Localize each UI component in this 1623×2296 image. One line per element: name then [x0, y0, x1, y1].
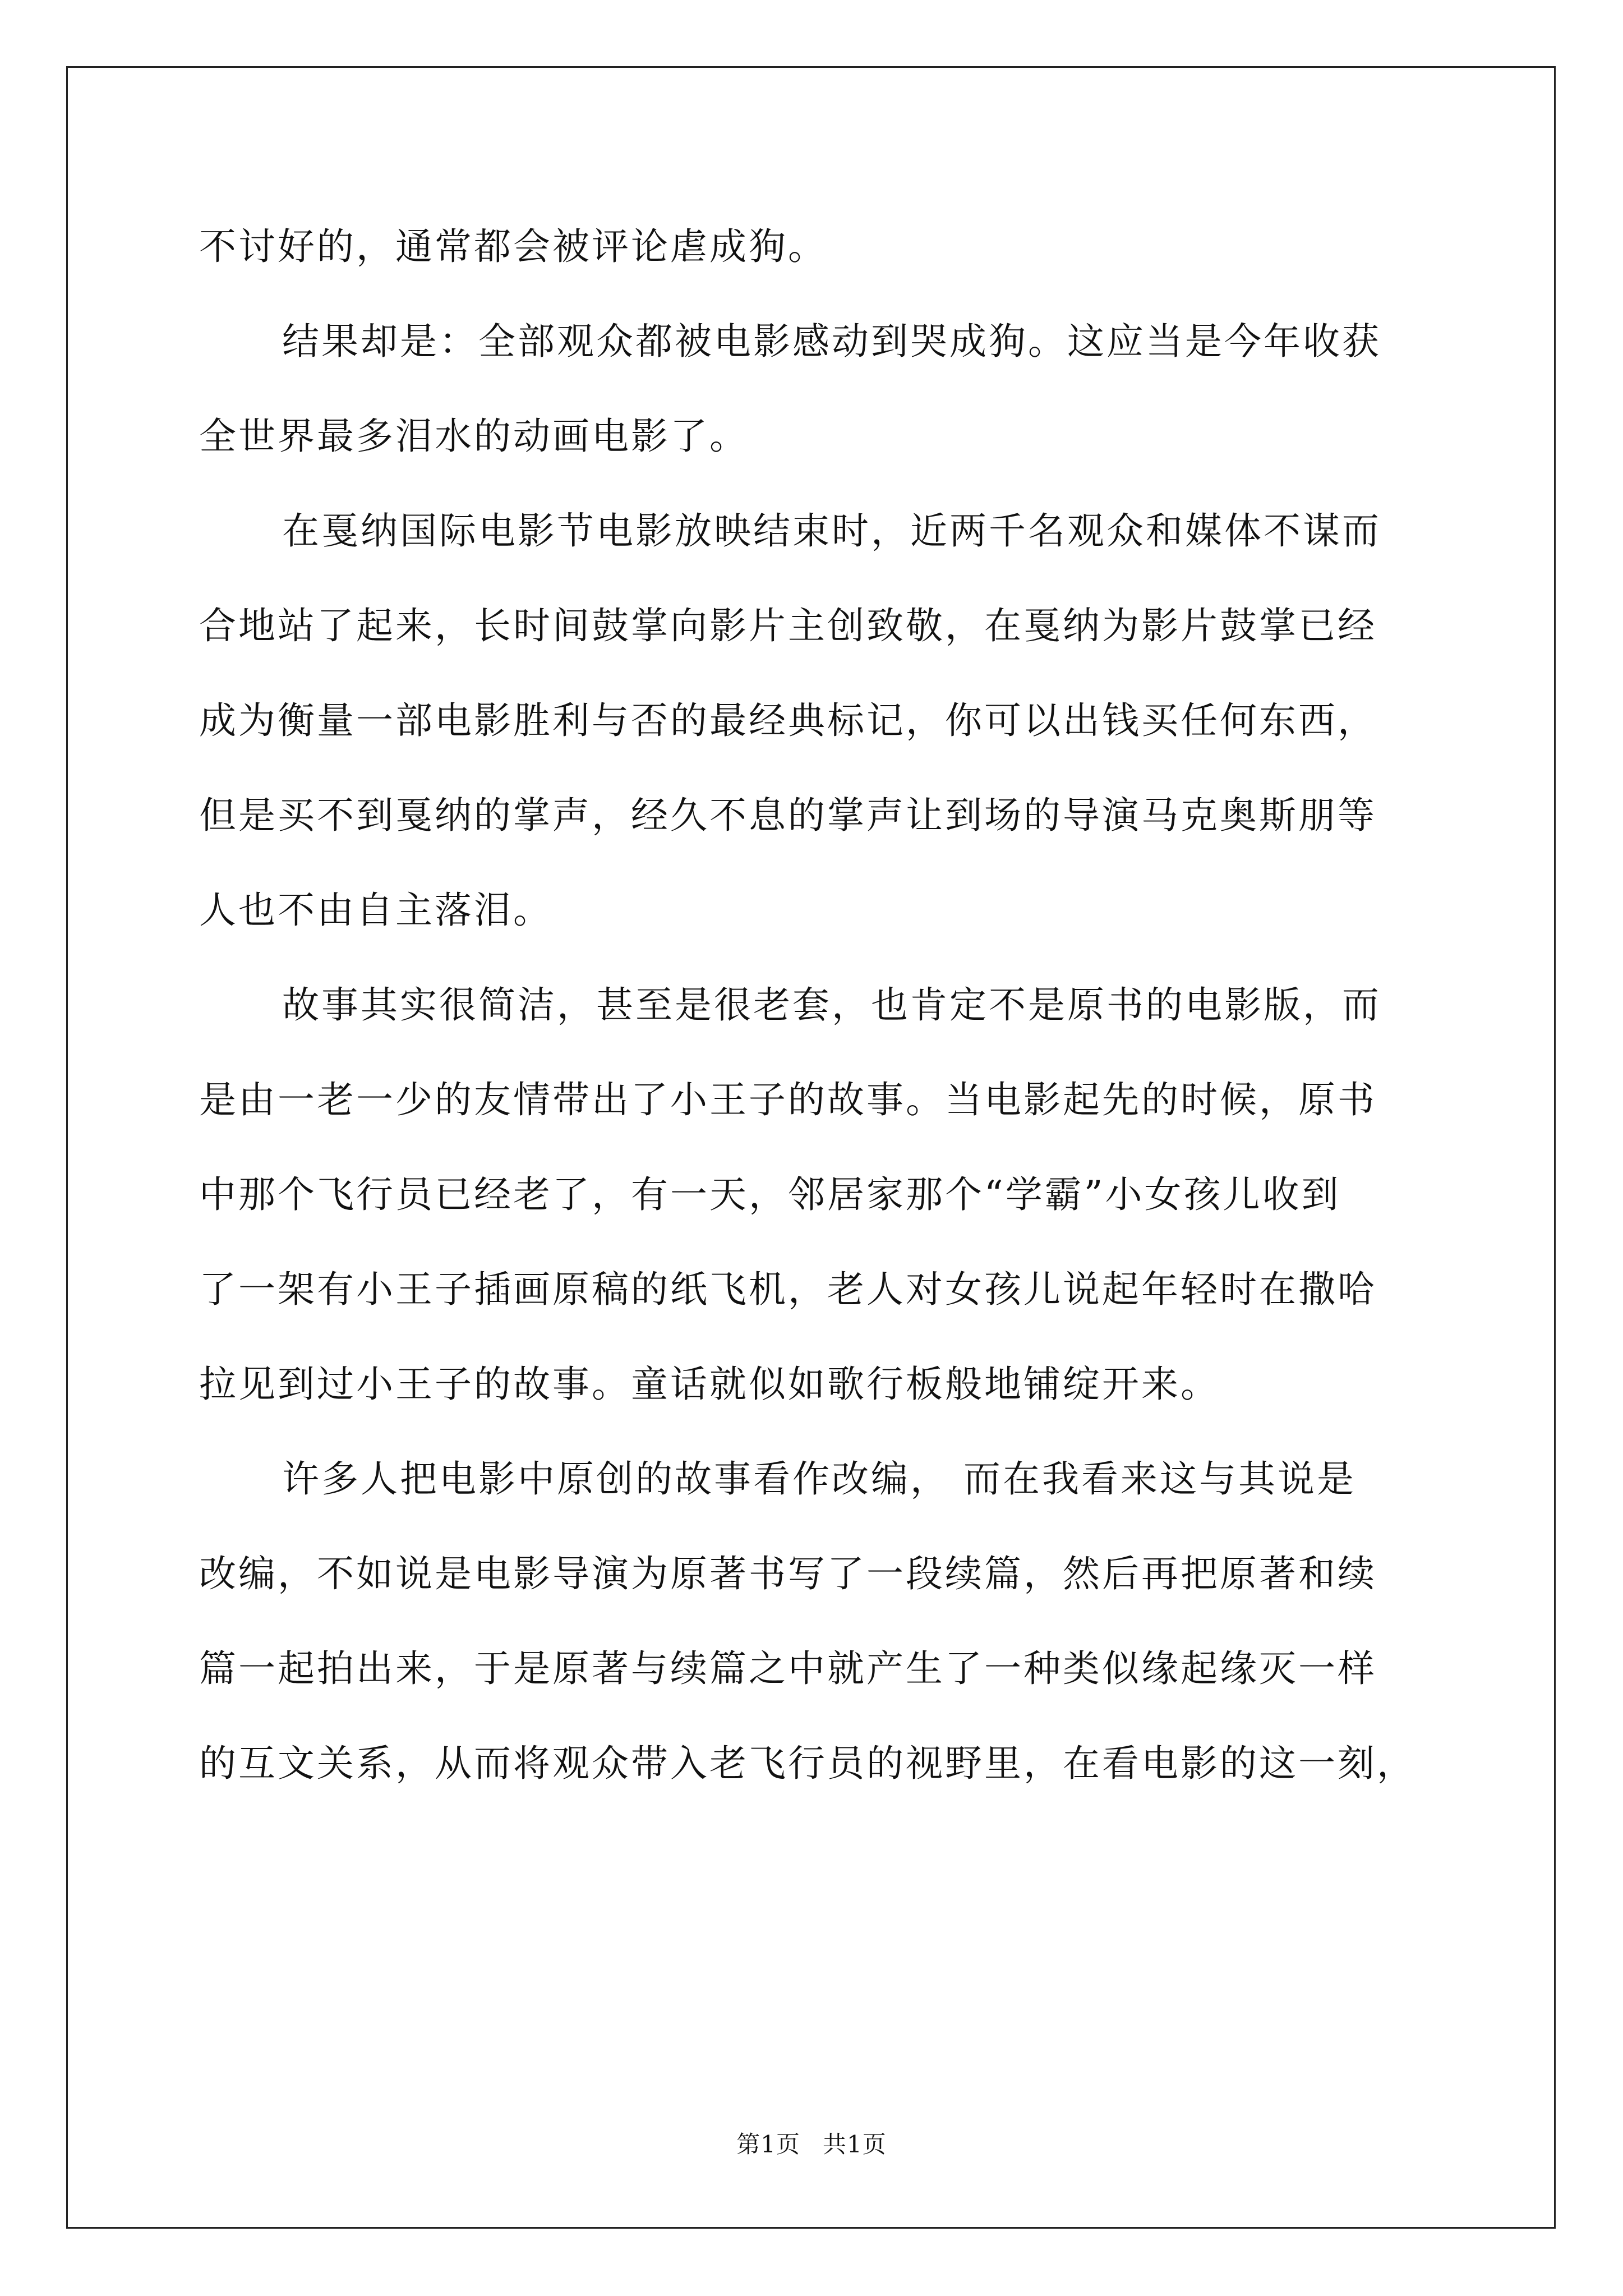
page-number: 第1页: [736, 2131, 800, 2158]
page-footer: [0, 2126, 1623, 2160]
paragraph-start-line: 结果却是：全部观众都被电影感动到哭成狗。这应当是今年收获: [282, 320, 1381, 363]
paragraph-start-line: 许多人把电影中原创的故事看作改编， 而在我看来这与其说是: [282, 1457, 1356, 1501]
text-line: 成为衡量一部电影胜利与否的最经典标记，你可以出钱买任何东西，: [199, 699, 1377, 742]
text-line: 人也不由自主落泪。: [199, 889, 552, 932]
text-line: 改编，不如说是电影导演为原著书写了一段续篇，然后再把原著和续: [199, 1552, 1377, 1595]
text-line: 不讨好的，通常都会被评论虐成狗。: [199, 225, 827, 268]
text-line: 中那个飞行员已经老了，有一天，邻居家那个“学霸”小女孩儿收到: [199, 1173, 1341, 1216]
document-body: [199, 199, 1433, 1811]
paragraph-start-line: 故事其实很简洁，甚至是很老套，也肯定不是原书的电影版，而: [282, 983, 1381, 1027]
text-line: 合地站了起来，长时间鼓掌向影片主创致敬，在戛纳为影片鼓掌已经: [199, 604, 1377, 647]
total-pages: 共1页: [823, 2131, 887, 2158]
text-line: 了一架有小王子插画原稿的纸飞机，老人对女孩儿说起年轻时在撒哈: [199, 1268, 1377, 1311]
text-line: 但是买不到戛纳的掌声，经久不息的掌声让到场的导演马克奥斯朋等: [199, 794, 1377, 837]
text-line: 拉见到过小王子的故事。童话就似如歌行板般地铺绽开来。: [199, 1363, 1220, 1406]
text-line: 篇一起拍出来，于是原著与续篇之中就产生了一种类似缘起缘灭一样: [199, 1647, 1377, 1690]
text-line: 是由一老一少的友情带出了小王子的故事。当电影起先的时候，原书: [199, 1078, 1377, 1121]
paragraph-start-line: 在戛纳国际电影节电影放映结束时，近两千名观众和媒体不谋而: [282, 509, 1381, 553]
text-line: 的互文关系，从而将观众带入老飞行员的视野里，在看电影的这一刻，: [199, 1742, 1416, 1785]
text-line: 全世界最多泪水的动画电影了。: [199, 415, 749, 458]
